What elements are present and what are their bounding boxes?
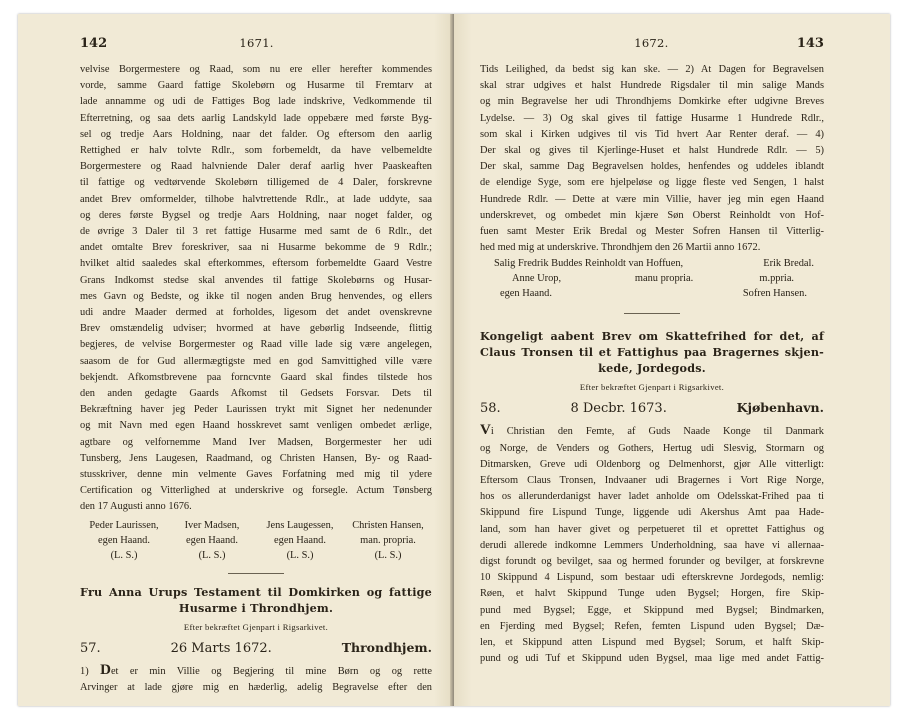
text-line: Der skal, samme Dag Begravelsen holdes, henfendes og uddeles iblandt [480,161,824,173]
signature-name: Jens Laugessen, [266,519,334,531]
signature-hand: man. propria. [360,534,416,546]
text-line: og min Begravelse her udi Throndhjems Domkirke efter udgivne Breves [480,96,824,108]
section-title-line: kede, Jordegods. [598,361,706,376]
section-divider [228,573,284,574]
text-line: Vi Christian den Femte, af Guds Naade Konge til Danmark [480,422,824,439]
text-line: Brev omstændelig udviser; hvormed at have gebørlig Indseende, flittig [80,323,432,335]
text-line: land, som han haver givet og perpetueret til et oprettet Fattighus og [480,523,824,535]
section-title-line: Claus Tronsen til et Fattighus paa Bragernes skjen- [480,345,824,360]
signature-name: Salig Fredrik Buddes Reinholdt van Hoffuen, [494,258,684,270]
seal-mark: (L. S.) [110,549,138,561]
text-line: hos os allerunderdanigst haver ladet anholde om Odelsskat-Frihed paa ti [480,491,824,503]
text-line: Ditmarsken, Greve udi Oldenborg og Delmenhorst, gjør Alle vitterligt: [480,458,824,470]
left-section-source: Efter bekræftet Gjenpart i Rigsarkivet. [183,621,329,632]
drop-cap: D [100,661,111,678]
text-line: hvilket altid saaledes skal efterkommes, eftersom forbemeldte Gaard Vestre [80,258,432,270]
text-line: vorde, samme Gaard fattige Skolebørn og Husarme til Fremtarv at [80,80,432,92]
text-line: agtbare og velfornemme Mand Iver Madsen, Borgermester her udi [80,436,432,448]
signature-names [80,518,432,533]
entry-number: 58. [480,401,501,417]
signature-hand: egen Haand. [186,534,238,546]
text-line: Der skal og gives til Kjerlinge-Huset et halst Hundrede Rdlr. — 5) [480,145,824,157]
text-line: andet Brev omformelder, tilhobe halvtrettende Rdlr., at lade uddyte, saa [80,193,432,205]
left-section-title [80,584,432,616]
text-line: sel og tredje Aars Holdning, naar det falder. Og eftersom den aarlig [80,128,432,140]
left-signatures [80,518,432,563]
signature-name: Christen Hansen, [352,519,424,531]
text-line: andet omtalte Brev foreskriver, saa ni Husarme bekomme de 9 Rdlr.; [80,242,432,254]
signature-hand: manu propria. [634,273,694,285]
text-line: Bekræftning haver jeg Peder Laurissen trykt mit Signet her nedenunder [80,404,432,416]
signature-hands [80,533,432,548]
signature-hand: egen Haand. [500,288,552,300]
right-section-source: Efter bekræftet Gjenpart i Rigsarkivet. [579,382,725,393]
left-entry-heading [80,640,432,656]
right-section-title [480,328,824,376]
left-entry-text [80,662,432,696]
text-line: Lydelse. — 3) Og skal gives til fattige Husarme 1 Hundrede Rdlr., [480,112,824,124]
signature-row [494,271,824,286]
text-line: len, et Skippund atten Lispund med Bygsel; Sorum, et halft Skip- [480,637,824,649]
left-page-number: 142 [80,36,108,51]
entry-number: 57. [80,640,101,656]
seal-mark: (L. S.) [198,549,226,561]
signature-name: Peder Laurissen, [89,519,159,531]
signature-hand: m.ppria. [759,273,795,285]
right-page-header [480,36,824,52]
right-entry-heading [480,400,824,416]
text-line: Eftersom Claus Tronsen, Indvaaner udi Bragernes i Vort Rige Norge, [480,475,824,487]
text-line: de øvrige 3 Daler til 3 ret fattige Husarme med samt de 6 Rdlr., det [80,226,432,238]
signature-name: Sofren Hansen. [742,288,807,300]
left-page-header [80,36,432,52]
text-line: derudi allerede indkomne Lemmers Underholdning, saa have vi allernaa- [480,539,824,551]
signature-seals [80,548,432,563]
text-line: en Fjerding med Bygsel; Refen, femten Lispund uden Bygsel; Dæ- [480,620,824,632]
text-line: Tids Leilighed, da bedst sig kan ske. — 2) At Dagen for Begravelsen [480,64,824,75]
entry-date: 26 Marts 1672. [170,640,272,656]
signature-name: Anne Urop, [512,273,562,285]
text-line: Borgermestere og Raad halvniende Daler deraf aarlig hver Paaskeaften [80,161,432,173]
text-line: mes Gavn og Bedste, og ikke til nogen anden Brug henvendes, og ellers [80,290,432,302]
text-line: Grans Indkomst stedse skal anvendes til fattige Skolebørns og Husar- [80,274,432,286]
entry-date: 8 Decbr. 1673. [570,401,667,417]
text-line: underskrevet, og ombedet min kjære Søn Oberst Reinholdt von Hof- [480,209,824,221]
section-title-line: Kongeligt aabent Brev om Skattefrihed for det, af [480,329,824,344]
text-line: Certification og Vitterlighed at underskrive og forsegle. Actum Tønsberg [80,485,432,497]
text-line: 10 Skippund 4 Lispund, som bestaar udi efterskrevne Jordegods, nemlig: [480,572,824,584]
drop-cap: V [480,422,491,439]
entry-place: Kjøbenhavn. [736,400,824,416]
text-line: lade annamme og udi de Fattiges Bog lade indskrive, Vedkommende til [80,96,432,108]
text-line: Arvinger at lade gjøre mig en hæderlig, adelig Begravelse efter den [80,681,432,693]
text-line: Rettighed er halv tolvte Rdlr., som forbemeldt, da have velbemeldte [80,145,432,157]
text-line: den 17 Augusti anno 1676. [80,501,192,513]
text-line: 1) Det er min Villie og Begjering til mine Børn og og rette [80,661,432,678]
text-line: hed med mig at underskrive. Throndhjem den 26 Martii anno 1672. [480,242,761,254]
text-line: og mit Navn med egen Haand hosskrevet samt venligen ombedet ærlige, [80,420,432,432]
right-entry-text [480,422,824,667]
text-line: til fattige og vedtørvende Skolebørn tilligemed de 4 Daler, forskrevne [80,177,432,189]
text-line: og Norge, de Venders og Gothers, Hertug udi Slesvig, Stormarn og [480,442,824,454]
right-page-year: 1672. [634,36,669,50]
text-line: som skal i Kirken udgives til vis Tid hvert Aar Renter deraf. — 4) [480,128,824,140]
signature-row [494,256,824,271]
section-divider [624,313,680,314]
entry-place: Throndhjem. [341,639,432,655]
right-page [454,14,890,706]
signature-hand: egen Haand. [98,534,150,546]
right-signatures [480,256,824,301]
text-line: pund og udi Tuf et Skippund uden Bygsel, maa lige med andet Fattig- [480,653,824,665]
section-title-line: Fru Anna Urups Testament til Domkirken og fattige [80,584,432,599]
text-line: de elendige Syge, som ere hjelpeløse og ligge fleste ved Sengen, 1 halst [480,177,824,189]
right-page-number: 143 [796,36,824,51]
left-page-year: 1671. [239,36,274,50]
signature-row [494,286,824,301]
signature-hand: egen Haand. [274,534,326,546]
signature-name: Erik Bredal. [763,258,814,270]
text-line: Skippund fire Lispund Tunge, liggende udi Akershus Amt paa Hade- [480,507,824,519]
text-line: bekjendt. Afkomstbrevene paa forncvnte Gaard skal findes tilstede hos [80,371,432,383]
text-line: Røen, et halvt Skippund Tunge uden Bygsel; Horgen, fire Skip- [480,588,824,600]
book-spread [18,14,890,706]
text-line: pund med Bygsel; Egge, et Skippund med Bygsel; Bindmarken, [480,604,824,616]
text-line: Efterretning, og saa dets aarlig Landskyld lade oppebære med første Byg- [80,112,432,124]
signature-hand [628,286,726,301]
signature-name: Iver Madsen, [184,519,240,531]
text-line: den anden gedagte Gaards Afkomst til Gedsets Forsvar. Dets til [80,388,432,400]
left-page-body [80,62,432,516]
text-line: Hundrede Rdlr. — Dette at være min Villie, haver jeg min egen Haand [480,193,824,205]
text-line: Tunsberg, Jens Laugesen, Raadmand, og Christen Hansen, By- og Raad- [80,452,432,464]
text-line: udi andre Maader dermed at forholdes, ligesom det andet ovenskrevne [80,307,432,319]
text-line: fuen samt Mester Erik Bredal og Mester Sofren Hansen til Vitterlig- [480,226,824,238]
text-line: skal strar udgives et halst Hundrede Rigsdaler til min salige Mands [480,80,824,92]
seal-mark: (L. S.) [374,549,402,561]
text-line: saasom de for Gud allermægtigste med en god Samvittighed ville være [80,355,432,367]
text-line: stusskriver, denne min velmente Gaves Forfatning med mig til ydere [80,469,432,481]
text-line: begjeres, de velvise Borgermester og Raad ville lade sig være angelegen, [80,339,432,351]
right-page-body [480,62,824,256]
section-title-line: Husarme i Throndhjem. [178,600,334,615]
left-page [18,14,454,706]
text-line: digst forundt og bevilget, saa og hermed forunder og bevilger, at forskrevne [480,556,824,568]
text-line: velvise Borgermestere og Raad, som nu ere eller herefter kommendes [80,64,432,75]
text-line: og deres første Bygsel og tredje Aars Holdning, naar noget falder, og [80,209,432,221]
seal-mark: (L. S.) [286,549,314,561]
